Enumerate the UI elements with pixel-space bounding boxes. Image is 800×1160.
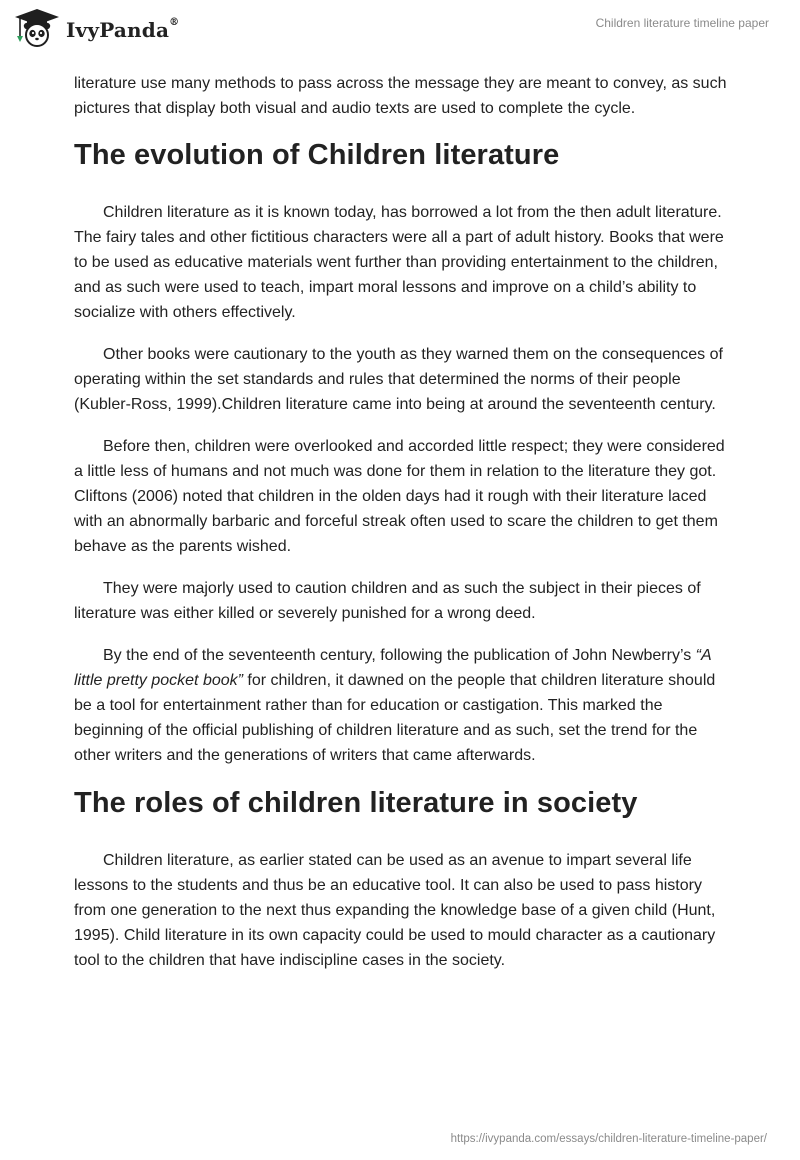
document-title: Children literature timeline paper xyxy=(595,16,769,30)
newberry-paragraph xyxy=(74,643,734,768)
logo-wordmark xyxy=(66,18,179,42)
paragraph: Other books were cautionary to the youth as they warned them on the consequences of operating within the set standards and rules that determined the norms of their people (Kubler-Ross, 1999).Children literature came into being at around the seventeenth century. xyxy=(74,346,723,413)
book-title: “A little pretty pocket book” xyxy=(74,647,712,689)
paragraph: Before then, children were overlooked and accorded little respect; they were considered a little less of humans and not much was done for them in relation to the literature they got. Cliftons (2006) noted that children in the olden days had it rough with their literature laced with an abnormally barbaric and forceful streak often used to scare the children to get them behave as the parents wished. xyxy=(74,438,725,555)
source-url[interactable]: https://ivypanda.com/essays/children-literature-timeline-paper/ xyxy=(450,1133,767,1145)
essay-body xyxy=(74,71,734,990)
paragraph: Children literature as it is known today, has borrowed a lot from the then adult literature. The fairy tales and other fictitious characters were all a part of adult history. Books that were to be used as educative materials went further than providing entertainment to the children, and as such were used to teach, impart moral lessons and improve on a child’s ability to socialize with others effectively. xyxy=(74,204,724,321)
section-heading-evolution: The evolution of Children literature xyxy=(74,139,560,171)
paragraph: Children literature, as earlier stated can be used as an avenue to impart several life lessons to the students and thus be an educative tool. It can also be used to pass history from one generation to the next thus expanding the knowledge base of a given child (Hunt, 1995). Child literature in its own capacity could be used to mould character as a cautionary tool to the children that have indiscipline cases in the society. xyxy=(74,852,716,969)
intro-paragraph: literature use many methods to pass across the message they are meant to convey, as such pictures that display both visual and audio texts are used to complete the cycle. xyxy=(74,75,727,117)
logo-text: IvyPanda xyxy=(66,18,170,42)
paragraph-text: By the end of the seventeenth century, following the publication of John Newberry’s xyxy=(103,647,696,664)
panda-graduate-icon xyxy=(14,8,60,48)
registered-mark: ® xyxy=(169,17,180,29)
section-heading-roles: The roles of children literature in society xyxy=(74,787,638,819)
ivypanda-logo[interactable] xyxy=(14,8,179,48)
page-header xyxy=(0,0,800,60)
paragraph-text: for children, it dawned on the people that children literature should be a tool for entertainment rather than for education or castigation. This marked the beginning of the official publishing of children literature and as such, set the trend for the other writers and the generations of writers that came afterwards. xyxy=(74,672,716,764)
paragraph: They were majorly used to caution children and as such the subject in their pieces of literature was either killed or severely punished for a wrong deed. xyxy=(74,580,701,622)
